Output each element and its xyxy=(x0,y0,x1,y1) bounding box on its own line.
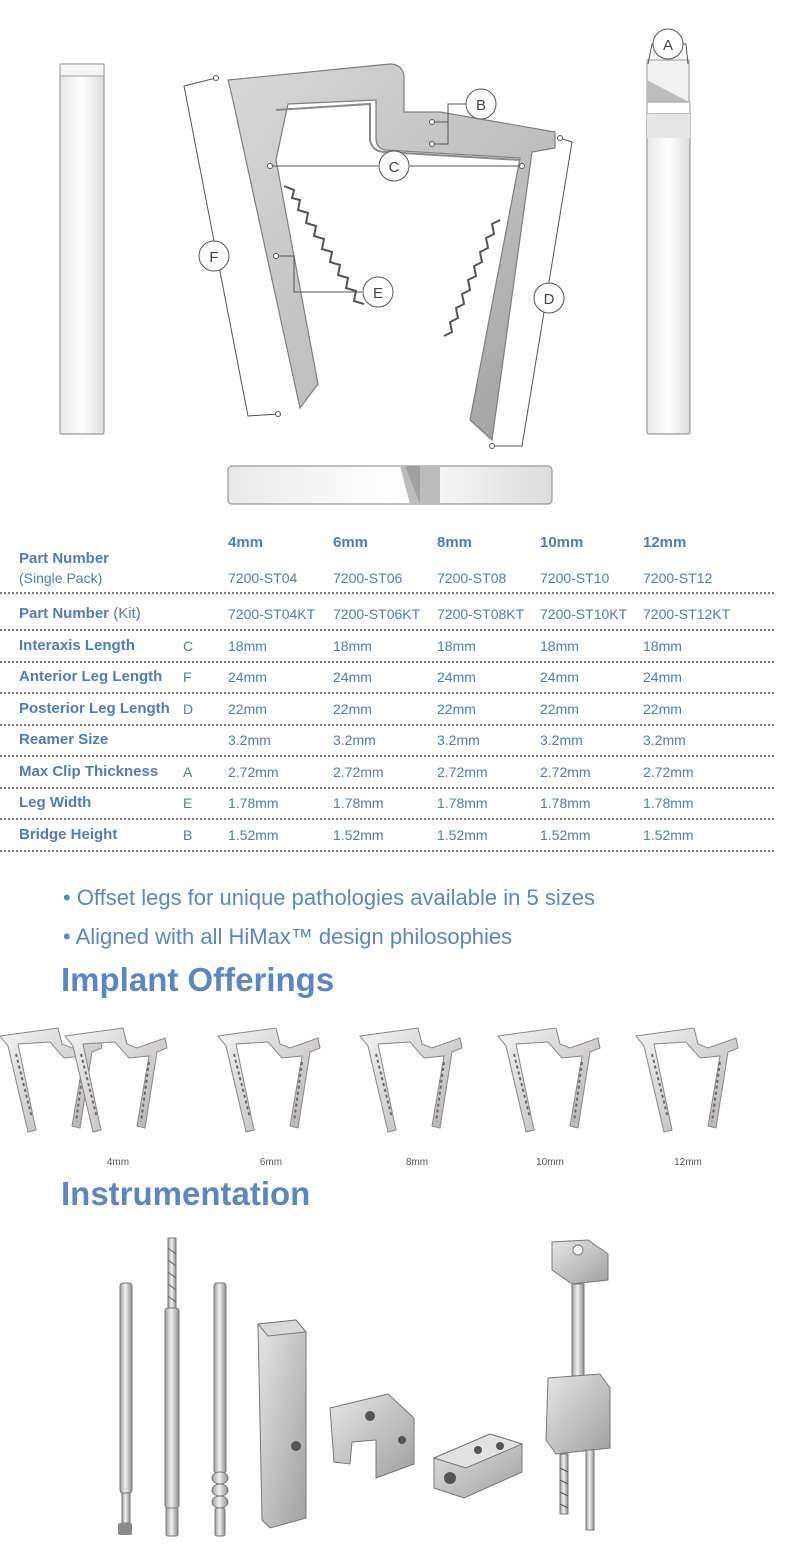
row-divider xyxy=(0,850,774,852)
table-cell: 1.78mm xyxy=(437,795,488,811)
table-cell: 7200-ST04KT xyxy=(228,606,316,622)
staple-front-view xyxy=(228,64,555,440)
instrumentation-title: Instrumentation xyxy=(61,1175,311,1212)
implant-size-caption: 8mm xyxy=(405,1157,429,1168)
implant-8mm-image xyxy=(360,1028,462,1132)
table-cell: 2.72mm xyxy=(437,763,488,780)
implant-dimension-diagram xyxy=(0,0,800,515)
table-cell: 1.52mm xyxy=(333,826,384,843)
table-cell: 22mm xyxy=(228,700,267,717)
table-row xyxy=(0,724,800,756)
table-row xyxy=(0,598,800,630)
single-part-number: 7200-ST04 xyxy=(228,570,298,586)
table-cell: 3.2mm xyxy=(228,732,271,748)
table-cell: 18mm xyxy=(333,637,372,654)
dimension-code: D xyxy=(183,700,194,717)
dimension-code: C xyxy=(183,637,194,654)
driver-instrument xyxy=(118,1283,132,1535)
row-label-text: Leg Width xyxy=(19,794,92,811)
row-label-text: Max Clip Thickness xyxy=(19,762,159,780)
table-cell: 1.78mm xyxy=(228,795,279,811)
size-header: 8mm xyxy=(437,534,473,551)
compression-instrument xyxy=(546,1240,610,1530)
table-cell: 18mm xyxy=(643,637,682,654)
callout-f-label: F xyxy=(209,249,219,266)
table-cell: 2.72mm xyxy=(643,763,694,780)
table-cell: 22mm xyxy=(540,700,579,717)
part-number-label: Part Number xyxy=(19,550,110,567)
single-part-number: 7200-ST10 xyxy=(540,570,610,586)
row-label xyxy=(19,826,117,843)
row-divider xyxy=(0,592,774,594)
table-cell: 1.52mm xyxy=(437,826,488,843)
size-header: 4mm xyxy=(228,534,264,551)
table-cell: 7200-ST12KT xyxy=(643,606,731,622)
table-cell: 7200-ST08KT xyxy=(437,606,525,622)
implant-10mm-image xyxy=(498,1028,600,1132)
callout-e xyxy=(363,277,393,307)
instrumentation-images xyxy=(0,1228,800,1548)
table-cell: 1.52mm xyxy=(540,826,591,843)
table-row xyxy=(0,756,800,788)
feature-bullet: • Aligned with all HiMax™ design philosophies xyxy=(63,924,513,949)
table-cell: 2.72mm xyxy=(228,763,279,780)
single-part-number: 7200-ST08 xyxy=(437,570,507,586)
table-cell: 18mm xyxy=(540,637,579,654)
table-cell: 1.78mm xyxy=(643,795,694,811)
row-label-text: Bridge Height xyxy=(19,825,118,843)
reamer-instrument xyxy=(212,1283,228,1536)
table-cell: 22mm xyxy=(437,700,476,717)
implant-size-caption: 4mm xyxy=(106,1157,130,1168)
callout-a xyxy=(653,29,683,59)
table-row xyxy=(0,819,800,851)
dimension-code: E xyxy=(183,795,193,811)
callout-d xyxy=(534,283,564,313)
callout-c-label: C xyxy=(388,159,400,176)
table-row xyxy=(0,661,800,693)
table-cell: 2.72mm xyxy=(333,763,384,780)
table-cell: 1.78mm xyxy=(333,795,384,811)
implant-offerings-title: Implant Offerings xyxy=(61,961,335,998)
size-header: 10mm xyxy=(540,534,584,551)
callout-b xyxy=(466,89,496,119)
row-label xyxy=(19,700,170,717)
table-cell: 1.52mm xyxy=(643,826,694,843)
row-label-text: Posterior Leg Length xyxy=(19,699,170,717)
row-label xyxy=(19,731,108,748)
table-cell: 22mm xyxy=(333,700,372,717)
table-cell: 22mm xyxy=(643,700,682,717)
table-cell: 7200-ST10KT xyxy=(540,606,628,622)
implant-size-caption: 6mm xyxy=(259,1157,283,1168)
table-cell: 24mm xyxy=(333,669,372,685)
table-row xyxy=(0,630,800,662)
row-label xyxy=(19,605,141,622)
table-cell: 2.72mm xyxy=(540,763,591,780)
table-cell: 3.2mm xyxy=(333,732,376,748)
row-label xyxy=(19,668,162,685)
implant-12mm-image xyxy=(636,1028,738,1132)
table-cell: 24mm xyxy=(228,669,267,685)
table-cell: 7200-ST06KT xyxy=(333,606,421,622)
table-cell: 1.52mm xyxy=(228,826,279,843)
row-label-text: Anterior Leg Length xyxy=(19,668,163,685)
single-part-number: 7200-ST06 xyxy=(333,570,403,586)
row-label xyxy=(19,637,135,654)
bottom-view xyxy=(228,466,552,504)
table-cell: 3.2mm xyxy=(437,732,480,748)
size-header: 12mm xyxy=(643,534,687,551)
callout-b-label: B xyxy=(475,97,487,114)
left-side-view xyxy=(60,64,104,434)
row-label-text: Reamer Size xyxy=(19,731,109,748)
single-part-number: 7200-ST12 xyxy=(643,570,713,586)
table-header xyxy=(0,528,800,594)
implant-size-caption: 10mm xyxy=(536,1157,564,1168)
row-label xyxy=(19,763,158,780)
depth-indicator-instrument xyxy=(258,1320,306,1528)
callout-c xyxy=(379,151,409,181)
dimension-code: B xyxy=(183,826,193,843)
single-pack-label: (Single Pack) xyxy=(19,570,103,586)
row-label xyxy=(19,794,91,811)
callout-e-label: E xyxy=(372,285,384,302)
implant-offerings-images xyxy=(0,1018,800,1158)
row-label-text: Interaxis Length xyxy=(19,636,135,654)
callout-d-label: D xyxy=(543,291,555,308)
size-header: 6mm xyxy=(333,534,369,551)
implant-6mm-image xyxy=(218,1028,320,1132)
drill-instrument xyxy=(165,1238,179,1536)
row-label-text: Part Number xyxy=(19,605,110,622)
dimension-code: F xyxy=(183,669,192,685)
dimension-code: A xyxy=(183,763,193,780)
table-cell: 1.78mm xyxy=(540,795,591,811)
table-row xyxy=(0,787,800,819)
callout-a-label: A xyxy=(662,37,674,54)
table-cell: 24mm xyxy=(643,669,682,685)
table-cell: 18mm xyxy=(437,637,476,654)
right-side-view xyxy=(647,60,690,434)
table-row xyxy=(0,693,800,725)
callout-f xyxy=(199,241,229,271)
row-label-suffix: (Kit) xyxy=(109,605,141,622)
table-cell: 24mm xyxy=(540,669,579,685)
table-cell: 3.2mm xyxy=(643,732,686,748)
staple-inserter-block xyxy=(330,1394,414,1478)
table-cell: 24mm xyxy=(437,669,476,685)
table-cell: 18mm xyxy=(228,637,267,654)
table-cell: 3.2mm xyxy=(540,732,583,748)
reamer-guide-block xyxy=(434,1434,522,1498)
feature-bullet: • Offset legs for unique pathologies available in 5 sizes xyxy=(63,885,595,910)
implant-size-caption: 12mm xyxy=(674,1157,702,1168)
